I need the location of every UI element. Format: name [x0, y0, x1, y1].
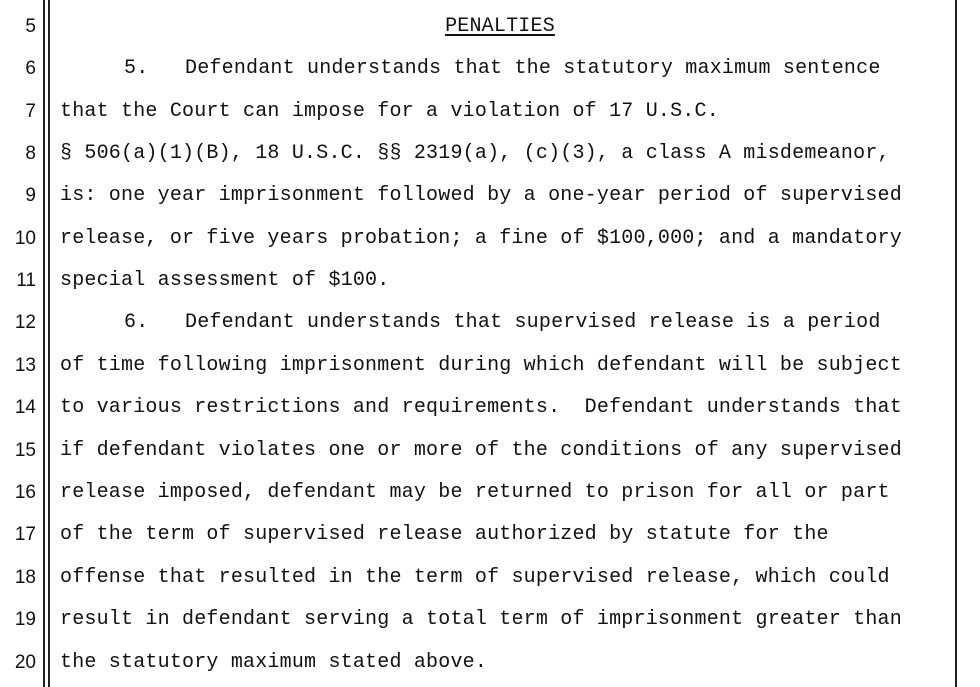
- line-number: 9: [25, 185, 36, 206]
- line-number: 6: [25, 58, 36, 79]
- line-number: 18: [14, 567, 36, 588]
- text-line: of time following imprisonment during which defendant will be subject: [60, 354, 902, 377]
- text-line: offense that resulted in the term of supervised release, which could: [60, 566, 890, 589]
- text-line: 6. Defendant understands that supervised release is a period: [124, 311, 881, 334]
- margin-rule-left-outer: [43, 0, 45, 687]
- text-line: release imposed, defendant may be returned to prison for all or part: [60, 481, 890, 504]
- margin-rule-right: [955, 0, 957, 687]
- line-number: 12: [14, 312, 36, 333]
- line-number: 10: [14, 228, 36, 249]
- line-number: 13: [14, 355, 36, 376]
- text-line: if defendant violates one or more of the conditions of any supervised: [60, 439, 902, 462]
- text-line: result in defendant serving a total term of imprisonment greater than: [60, 608, 902, 631]
- line-number: 11: [16, 270, 36, 291]
- text-line: of the term of supervised release authorized by statute for the: [60, 523, 829, 546]
- line-number: 20: [14, 652, 36, 673]
- margin-rule-left-inner: [48, 0, 50, 687]
- text-line: the statutory maximum stated above.: [60, 651, 488, 674]
- text-line: is: one year imprisonment followed by a one-year period of supervised: [60, 184, 902, 207]
- line-number: 8: [25, 143, 36, 164]
- line-number: 19: [14, 609, 36, 630]
- section-heading-text: PENALTIES: [445, 15, 555, 38]
- text-line: that the Court can impose for a violation of 17 U.S.C.: [60, 100, 719, 123]
- section-heading: [0, 16, 980, 38]
- line-number: 16: [14, 482, 36, 503]
- text-line: 5. Defendant understands that the statutory maximum sentence: [124, 57, 881, 80]
- text-line: § 506(a)(1)(B), 18 U.S.C. §§ 2319(a), (c)(3), a class A misdemeanor,: [60, 142, 890, 165]
- line-number: 14: [14, 397, 36, 418]
- text-line: special assessment of $100.: [60, 269, 390, 292]
- line-number: 17: [14, 524, 36, 545]
- text-line: to various restrictions and requirements. Defendant understands that: [60, 396, 902, 419]
- text-line: release, or five years probation; a fine of $100,000; and a mandatory: [60, 227, 902, 250]
- line-number: 5: [25, 16, 36, 37]
- line-number: 7: [25, 101, 36, 122]
- line-number: 15: [14, 440, 36, 461]
